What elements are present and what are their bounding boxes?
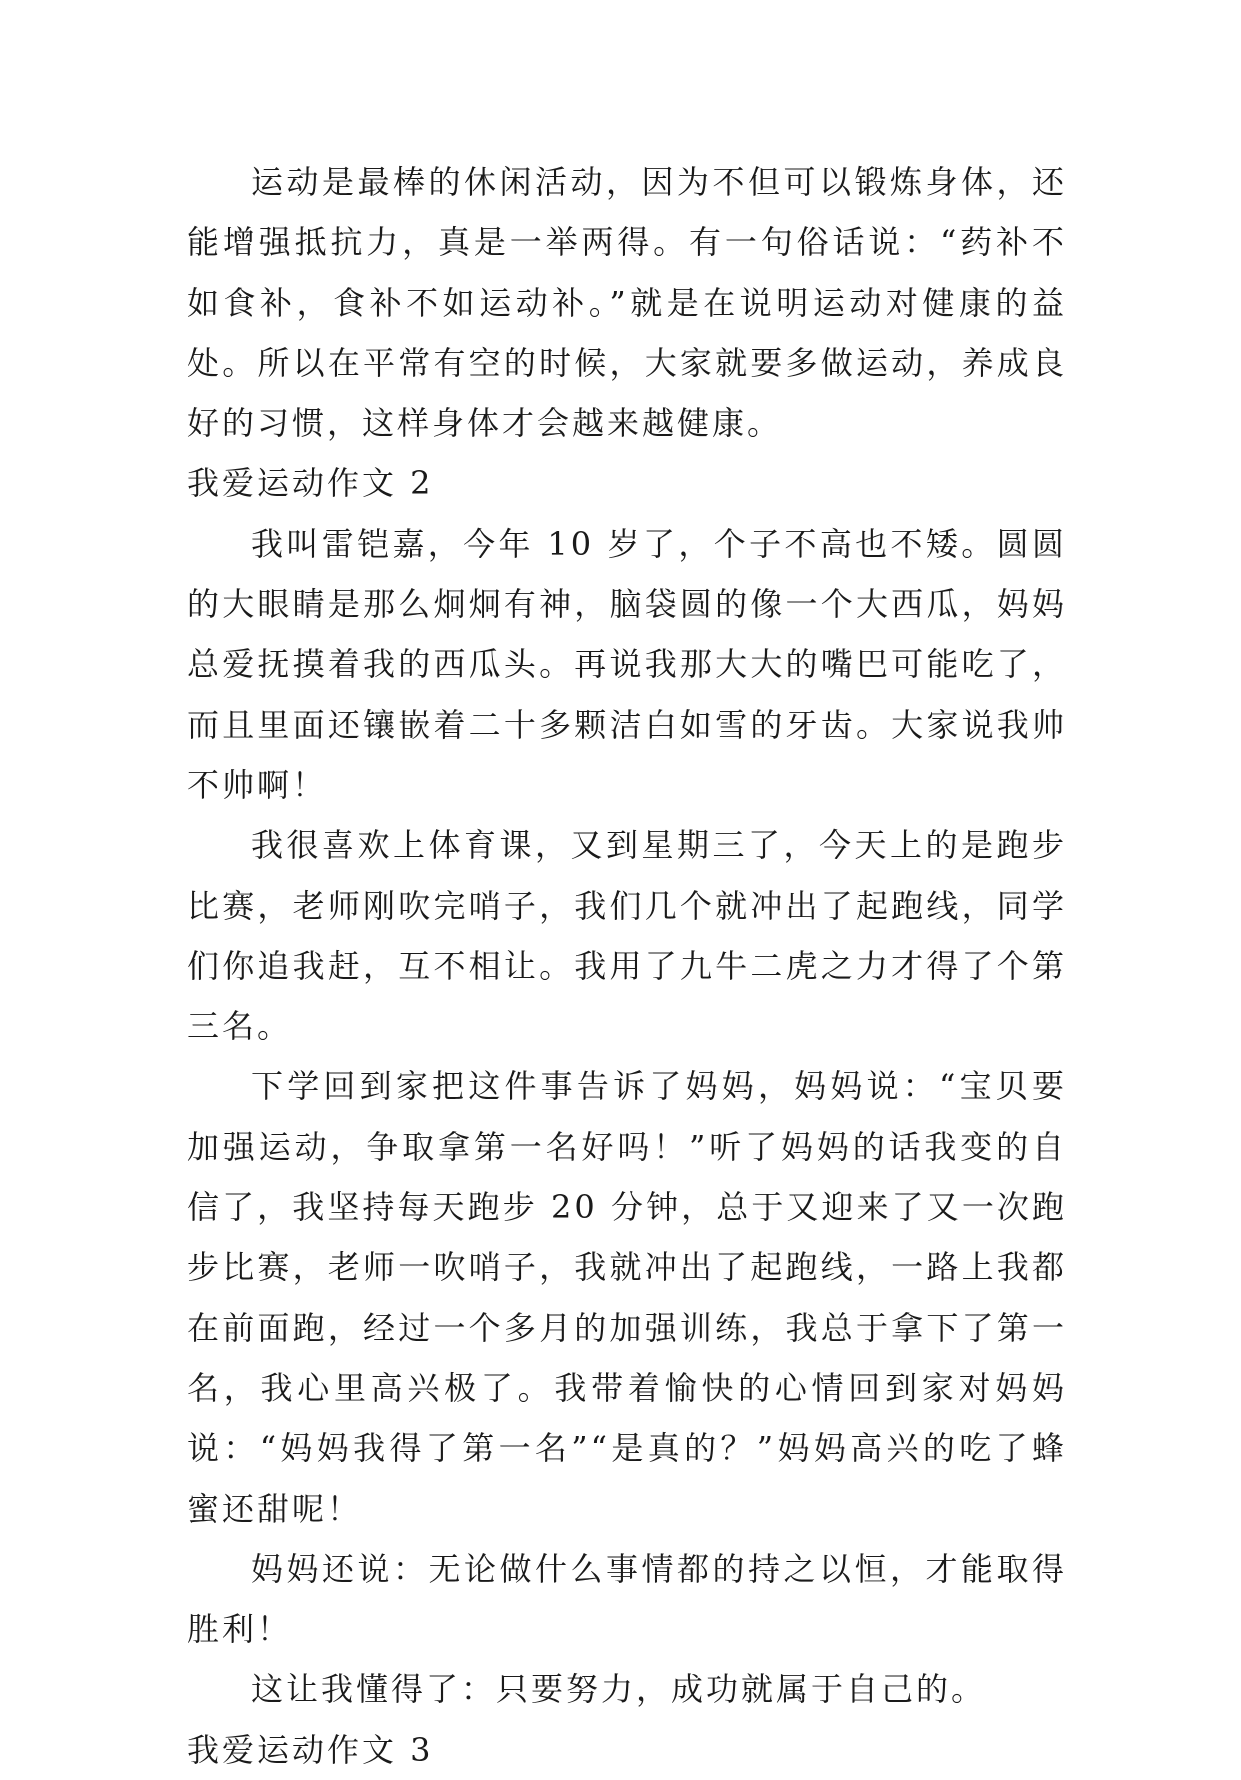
essay-heading-3: 我爱运动作文 3: [187, 1730, 434, 1769]
paragraph-pe-class: 我很喜欢上体育课，又到星期三了，今天上的是跑步比赛，老师刚吹完哨子，我们几个就冲出了起跑线，同学们你追我赶，互不相让。我用了九牛二虎之力才得了个第三名。: [187, 826, 1067, 1046]
paragraph-lesson: 这让我懂得了：只要努力，成功就属于自己的。: [251, 1670, 987, 1709]
paragraph-intro: 运动是最棒的休闲活动，因为不但可以锻炼身体，还能增强抵抗力，真是一举两得。有一句俗话说：“药补不如食补，食补不如运动补。”就是在说明运动对健康的益处。所以在平常有空的时候，大家就要多做运动，养成良好的习惯，这样身体才会越来越健康。: [187, 163, 1067, 443]
paragraph-persistence: 妈妈还说：无论做什么事情都的持之以恒，才能取得胜利！: [187, 1549, 1067, 1649]
paragraph-training: 下学回到家把这件事告诉了妈妈，妈妈说：“宝贝要加强运动，争取拿第一名好吗！”听了妈妈的话我变的自信了，我坚持每天跑步 20 分钟，总于又迎来了又一次跑步比赛，老师一吹哨子，我就冲出了起跑线，一路上我都在前面跑，经过一个多月的加强训练，我总于拿下了第一名，我心里高兴极了。我带着愉快的心情回到家对妈妈说：“妈妈我得了第一名”“是真的？”妈妈高兴的吃了蜂蜜还甜呢！: [187, 1067, 1067, 1528]
essay-heading-2: 我爱运动作文 2: [187, 464, 434, 503]
paragraph-self-description: 我叫雷铠嘉，今年 10 岁了，个子不高也不矮。圆圆的大眼睛是那么炯炯有神，脑袋圆的像一个大西瓜，妈妈总爱抚摸着我的西瓜头。再说我那大大的嘴巴可能吃了，而且里面还镶嵌着二十多颗洁白如雪的牙齿。大家说我帅不帅啊！: [187, 524, 1067, 804]
document-body: [187, 152, 1067, 1780]
